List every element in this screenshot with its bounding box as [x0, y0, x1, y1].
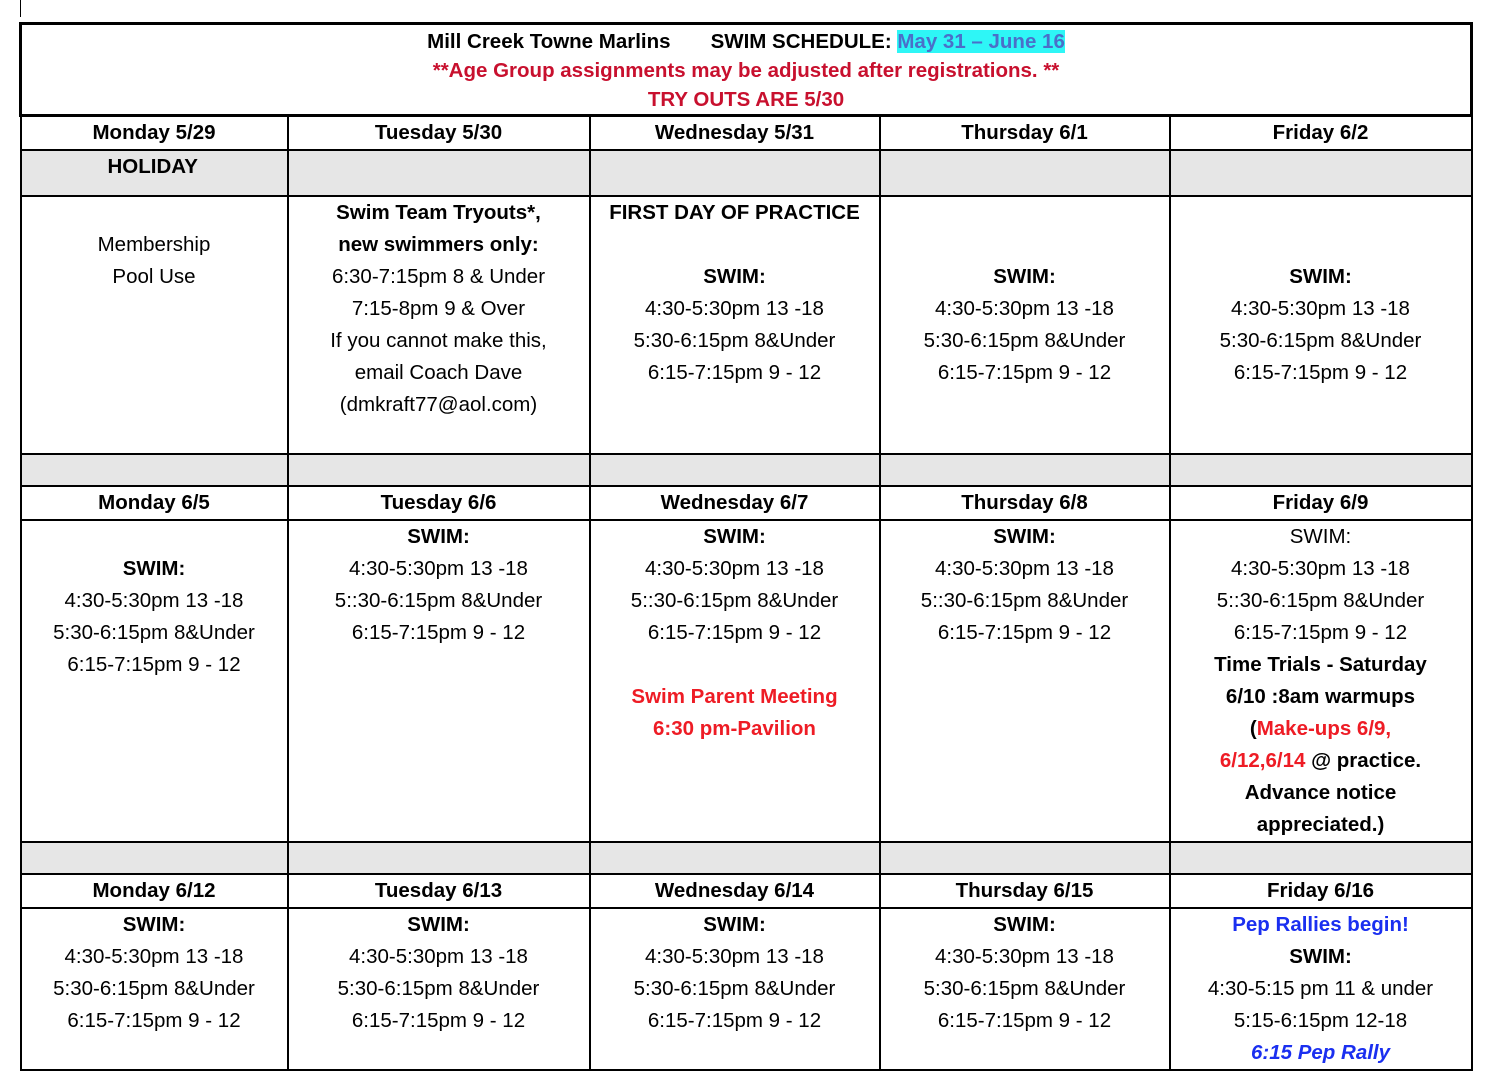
day-cell: [288, 196, 590, 454]
day-content-row: [21, 908, 1472, 1070]
title-cell: [21, 24, 1472, 116]
cell-line: 4:30-5:30pm 13 -18: [645, 945, 824, 968]
day-header: Friday 6/9: [1170, 486, 1472, 520]
cell-line: 5::30-6:15pm 8&Under: [920, 589, 1129, 612]
gray-spacer-cell: [1170, 454, 1472, 486]
date-range: May 31 – June 16: [897, 30, 1065, 53]
cell-line: 4:30-5:30pm 13 -18: [935, 557, 1114, 580]
cell-line: 4:30-5:15 pm 11 & under: [1207, 977, 1434, 1000]
gray-spacer-cell: [21, 454, 288, 486]
cell-line: SWIM:: [703, 265, 766, 288]
cell-line: Advance notice: [1244, 781, 1397, 804]
day-cell: [880, 196, 1170, 454]
cell-line: 6:15-7:15pm 9 - 12: [1233, 361, 1408, 384]
cell-line: SWIM:: [993, 525, 1056, 548]
cell-line: 5:30-6:15pm 8&Under: [53, 621, 255, 644]
day-header: Thursday 6/1: [880, 116, 1170, 151]
text-cursor: [20, 0, 21, 17]
day-header: Friday 6/16: [1170, 874, 1472, 908]
day-header: Wednesday 6/7: [590, 486, 880, 520]
day-cell: [1170, 196, 1472, 454]
cell-line: FIRST DAY OF PRACTICE: [609, 201, 860, 224]
cell-line: email Coach Dave: [354, 361, 523, 384]
cell-line: 4:30-5:30pm 13 -18: [64, 945, 244, 968]
cell-line: 5::30-6:15pm 8&Under: [334, 589, 543, 612]
day-header: Wednesday 6/14: [590, 874, 880, 908]
day-header: Monday 6/5: [21, 486, 288, 520]
cell-line: 6:30-7:15pm 8 & Under: [331, 265, 546, 288]
cell-line: Pool Use: [112, 265, 196, 288]
cell-line: [24, 521, 285, 553]
cell-line: 5::30-6:15pm 8&Under: [1216, 589, 1425, 612]
cell-line: 5:30-6:15pm 8&Under: [633, 329, 836, 352]
cell-line: appreciated.): [1256, 813, 1385, 836]
day-cell: [590, 908, 880, 1070]
cell-line: 4:30-5:30pm 13 -18: [935, 945, 1114, 968]
cell-line: Membership: [97, 233, 211, 256]
cell-line: SWIM:: [1289, 525, 1352, 548]
cell-line: Pep Rallies begin!: [1232, 913, 1409, 936]
age-group-notice: **Age Group assignments may be adjusted after registrations. **: [432, 59, 1060, 82]
cell-line: 6:15-7:15pm 9 - 12: [351, 621, 526, 644]
day-header: Tuesday 6/6: [288, 486, 590, 520]
cell-line: [24, 197, 285, 229]
cell-line: 6:15-7:15pm 9 - 12: [647, 361, 822, 384]
day-header: Thursday 6/8: [880, 486, 1170, 520]
day-cell: [590, 520, 880, 842]
title-line: [24, 27, 1468, 56]
day-cell: [288, 908, 590, 1070]
day-cell: [1170, 520, 1472, 842]
gray-cell: [288, 150, 590, 196]
cell-line: 5:30-6:15pm 8&Under: [53, 977, 255, 1000]
cell-line: 6:15 Pep Rally: [1251, 1041, 1391, 1064]
swim-schedule-table: [19, 22, 1473, 1071]
cell-line: SWIM:: [122, 913, 186, 936]
cell-line: 4:30-5:30pm 13 -18: [645, 557, 824, 580]
day-header-row: [21, 486, 1472, 520]
cell-line: 5:30-6:15pm 8&Under: [1219, 329, 1422, 352]
cell-line: [1173, 745, 1469, 777]
cell-line: 6:15-7:15pm 9 - 12: [351, 1009, 526, 1032]
tryouts-notice: TRY OUTS ARE 5/30: [647, 88, 845, 111]
cell-segment: @ practice.: [1305, 749, 1422, 772]
day-cell: [590, 196, 880, 454]
day-content-row: [21, 520, 1472, 842]
cell-line: 6:15-7:15pm 9 - 12: [67, 653, 241, 676]
gray-spacer-cell: [21, 842, 288, 874]
cell-line: SWIM:: [407, 913, 470, 936]
cell-line: 5:30-6:15pm 8&Under: [337, 977, 540, 1000]
day-header: Friday 6/2: [1170, 116, 1472, 151]
gray-spacer-row: [21, 842, 1472, 874]
cell-segment: (: [1249, 717, 1257, 740]
cell-line: 6:15-7:15pm 9 - 12: [937, 1009, 1112, 1032]
cell-line: 6:30 pm-Pavilion: [653, 717, 816, 740]
gray-spacer-cell: [288, 454, 590, 486]
cell-line: 6:15-7:15pm 9 - 12: [647, 1009, 822, 1032]
cell-line: 6:15-7:15pm 9 - 12: [937, 621, 1112, 644]
gray-spacer-cell: [880, 454, 1170, 486]
gray-spacer-row: [21, 454, 1472, 486]
cell-line: new swimmers only:: [338, 233, 539, 256]
cell-line: 5::30-6:15pm 8&Under: [630, 589, 839, 612]
day-header: Thursday 6/15: [880, 874, 1170, 908]
cell-line: SWIM:: [993, 265, 1056, 288]
day-header-row: [21, 116, 1472, 151]
cell-line: Swim Team Tryouts*,: [336, 201, 541, 224]
cell-line: 4:30-5:30pm 13 -18: [349, 945, 528, 968]
cell-segment: 6/12,6/14: [1219, 749, 1306, 772]
title-row: [21, 24, 1472, 116]
cell-line: SWIM:: [1289, 945, 1352, 968]
day-cell: [880, 520, 1170, 842]
cell-line: [593, 229, 877, 261]
cell-segment: Make-ups 6/9,: [1256, 717, 1392, 740]
cell-line: [1173, 713, 1469, 745]
gray-cell: HOLIDAY: [21, 150, 288, 196]
cell-line: [1173, 197, 1469, 229]
day-cell: [880, 908, 1170, 1070]
cell-line: Time Trials - Saturday: [1214, 653, 1427, 676]
cell-line: 6:15-7:15pm 9 - 12: [647, 621, 822, 644]
cell-line: 6:15-7:15pm 9 - 12: [1233, 621, 1408, 644]
cell-line: 5:15-6:15pm 12-18: [1233, 1009, 1408, 1032]
cell-line: 4:30-5:30pm 13 -18: [935, 297, 1114, 320]
cell-line: [1173, 229, 1469, 261]
cell-line: Swim Parent Meeting: [631, 685, 838, 708]
day-cell: [288, 520, 590, 842]
cell-line: [883, 229, 1167, 261]
cell-line: SWIM:: [122, 557, 186, 580]
cell-line: SWIM:: [703, 913, 766, 936]
cell-line: (dmkraft77@aol.com): [339, 393, 538, 416]
day-cell: [1170, 908, 1472, 1070]
day-header: Monday 5/29: [21, 116, 288, 151]
gray-spacer-cell: [880, 842, 1170, 874]
cell-line: If you cannot make this,: [330, 329, 547, 352]
cell-line: SWIM:: [703, 525, 766, 548]
cell-line: [883, 197, 1167, 229]
cell-line: 4:30-5:30pm 13 -18: [645, 297, 824, 320]
cell-line: 5:30-6:15pm 8&Under: [633, 977, 836, 1000]
team-name: Mill Creek Towne Marlins: [427, 30, 671, 53]
gray-spacer-cell: [590, 454, 880, 486]
cell-line: 4:30-5:30pm 13 -18: [64, 589, 244, 612]
gray-cell: [880, 150, 1170, 196]
cell-line: [593, 649, 877, 681]
gray-cell: [590, 150, 880, 196]
cell-line: 6/10 :8am warmups: [1225, 685, 1416, 708]
cell-line: 7:15-8pm 9 & Over: [351, 297, 526, 320]
gray-spacer-cell: [288, 842, 590, 874]
day-header: Tuesday 5/30: [288, 116, 590, 151]
cell-line: 5:30-6:15pm 8&Under: [923, 977, 1126, 1000]
day-content-row: [21, 196, 1472, 454]
gray-cell: [1170, 150, 1472, 196]
day-cell: [21, 908, 288, 1070]
cell-line: 4:30-5:30pm 13 -18: [1231, 557, 1410, 580]
gray-spacer-cell: [590, 842, 880, 874]
day-header: Monday 6/12: [21, 874, 288, 908]
day-header: Wednesday 5/31: [590, 116, 880, 151]
cell-line: 6:15-7:15pm 9 - 12: [937, 361, 1112, 384]
cell-line: SWIM:: [993, 913, 1056, 936]
gray-spacer-cell: [1170, 842, 1472, 874]
cell-line: SWIM:: [407, 525, 470, 548]
day-header: Tuesday 6/13: [288, 874, 590, 908]
schedule-label: SWIM SCHEDULE:: [710, 30, 892, 53]
day-cell: [21, 196, 288, 454]
cell-line: 4:30-5:30pm 13 -18: [349, 557, 528, 580]
day-cell: [21, 520, 288, 842]
gray-row: [21, 150, 1472, 196]
day-header-row: [21, 874, 1472, 908]
cell-line: 5:30-6:15pm 8&Under: [923, 329, 1126, 352]
cell-line: 6:15-7:15pm 9 - 12: [67, 1009, 241, 1032]
cell-line: SWIM:: [1289, 265, 1352, 288]
cell-line: 4:30-5:30pm 13 -18: [1231, 297, 1410, 320]
